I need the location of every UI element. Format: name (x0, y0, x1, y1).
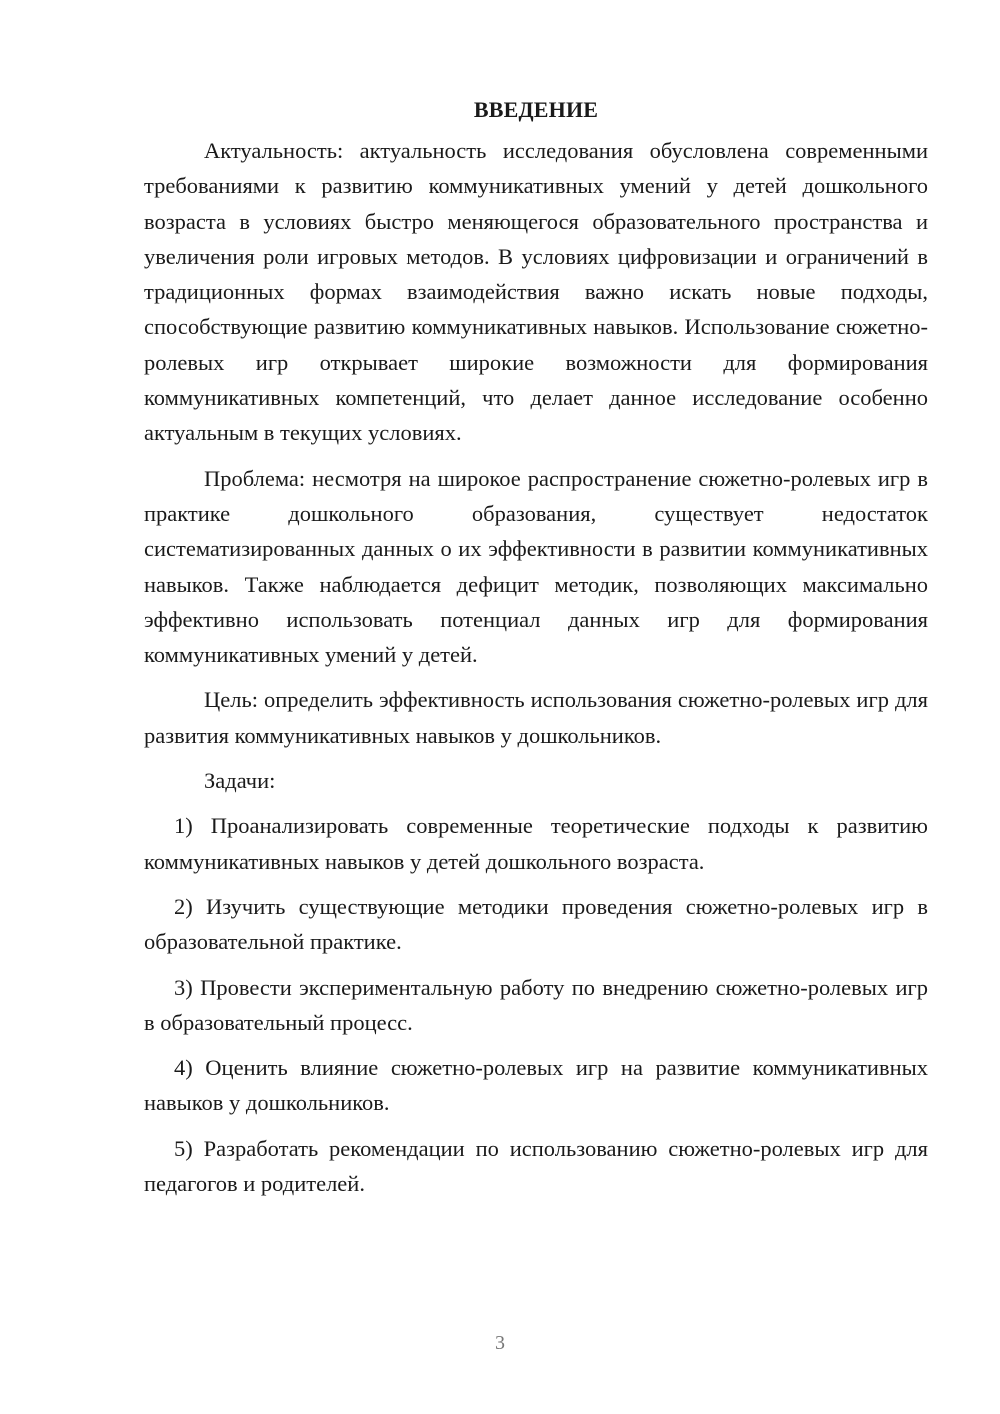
task-item: 4) Оценить влияние сюжетно-ролевых игр на развитие коммуникативных навыков у дошкольников. (144, 1055, 928, 1116)
problem-paragraph: Проблема: несмотря на широкое распространение сюжетно-ролевых игр в практике дошкольного образования, существует недостаток систематизированных данных о их эффективности в развитии коммуникативных навыков. Также наблюдается дефицит методик, позволяющих максимально эффективно использовать потенциал данных игр для формирования коммуникативных умений у детей. (144, 465, 928, 668)
goal-paragraph: Цель: определить эффективность использования сюжетно-ролевых игр для развития коммуникативных навыков у дошкольников. (144, 687, 928, 748)
task-item: 2) Изучить существующие методики проведения сюжетно-ролевых игр в образовательной практике. (144, 893, 928, 955)
page-content (144, 92, 928, 1201)
relevance-paragraph: Актуальность: актуальность исследования обусловлена современными требованиями к развитию коммуникативных умений у детей дошкольного возраста в условиях быстро меняющегося образовательного пространства и увеличения роли игровых методов. В условиях цифровизации и ограничений в традиционных формах взаимодействия важно искать новые подходы, способствующие развитию коммуникативных навыков. Использование сюжетно-ролевых игр открывает широкие возможности для формирования коммуникативных компетенций, что делает данное исследование особенно актуальным в текущих условиях. (144, 138, 928, 446)
tasks-list (144, 808, 928, 1201)
page-number: 3 (495, 1332, 505, 1354)
tasks-label: Задачи: (204, 768, 276, 794)
task-item: 3) Провести экспериментальную работу по внедрению сюжетно-ролевых игр в образовательный процесс. (144, 974, 928, 1035)
task-item: 1) Проанализировать современные теоретические подходы к развитию коммуникативных навыков у детей дошкольного возраста. (144, 813, 928, 874)
section-heading: ВВЕДЕНИЕ (473, 97, 599, 122)
task-item: 5) Разработать рекомендации по использованию сюжетно-ролевых игр для педагогов и родителей. (144, 1135, 928, 1197)
